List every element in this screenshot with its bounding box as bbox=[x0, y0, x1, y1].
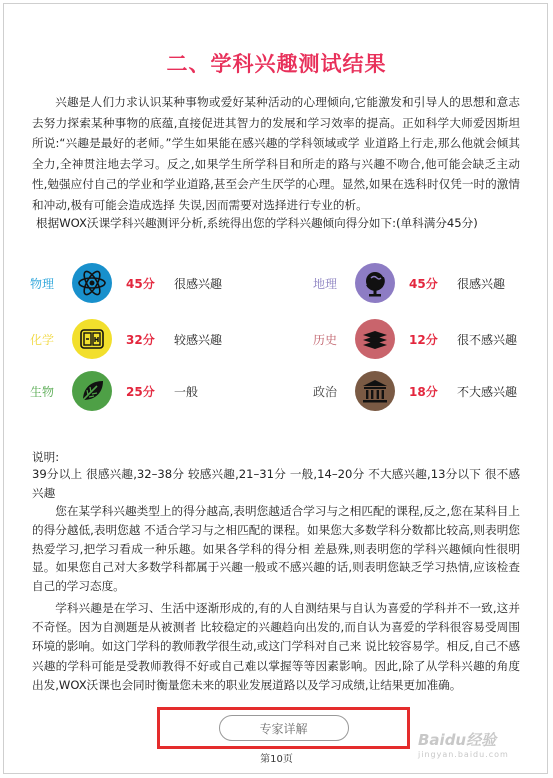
subject-level: 不大感兴趣 bbox=[457, 384, 518, 399]
note-paragraph-2: 学科兴趣是在学习、生活中逐渐形成的,有的人自测结果与自认为喜爱的学科并不一致,这并不奇怪。因为自测题是从被测者 比较稳定的兴趣趋向出发的,而自认为喜爱的学科很容易受周围环境的影响。如这门学科的教师教学很生动,或这门学科对自己来 说比较容易学。相反,自己不感兴趣的学科可能是受教师教得不好或自己难以掌握等等因素影响。因此,除了从学科兴趣的角度出发,WOX沃课也会同时衡量您未来的职业发展道路以及学习成绩,让结果更加准确。 bbox=[32, 601, 520, 692]
atom-icon bbox=[72, 263, 112, 303]
note-paragraph-1: 您在某学科兴趣类型上的得分越高,表明您越适合学习与之相匹配的课程,反之,您在某科目上的得分越低,表明您越 不适合学习与之相匹配的课程。如果您大多数学科分数都比较高,则表明您热爱学习,把学习看成一种乐趣。如果各学科的得分相 差悬殊,则表明您的学科兴趣倾向性很明显。如果您自己对大多数学科都属于兴趣一般或不感兴趣的话,则表明您缺乏学习热情,应该检查自己的学习态度。 bbox=[32, 504, 520, 594]
globe-icon bbox=[355, 263, 395, 303]
subject-level: 很不感兴趣 bbox=[457, 332, 518, 347]
subject-score: 12分 bbox=[409, 332, 438, 347]
subject-name: 历史 bbox=[313, 332, 338, 347]
subject-name: 化学 bbox=[30, 332, 55, 347]
note-label: 说明: bbox=[32, 450, 60, 464]
subject-level: 很感兴趣 bbox=[174, 276, 223, 291]
subject-row-chemistry bbox=[30, 319, 222, 359]
subject-row-physics bbox=[30, 263, 222, 303]
building-icon bbox=[355, 371, 395, 411]
subject-level: 较感兴趣 bbox=[174, 332, 223, 347]
subject-level: 很感兴趣 bbox=[457, 276, 506, 291]
page-number: 第10页 bbox=[260, 754, 293, 765]
subject-score: 18分 bbox=[409, 384, 438, 399]
watermark-subtext: jingyan.baidu.com bbox=[418, 750, 509, 759]
books-icon bbox=[355, 319, 395, 359]
subject-score: 45分 bbox=[126, 276, 155, 291]
note-scale: 39分以上 很感兴趣,32–38分 较感兴趣,21–31分 一般,14–20分 不大感兴趣,13分以下 很不感兴趣 bbox=[32, 467, 520, 500]
flask-icon bbox=[72, 319, 112, 359]
subject-row-geography bbox=[313, 263, 505, 303]
subject-score: 45分 bbox=[409, 276, 438, 291]
leaf-icon bbox=[72, 371, 112, 411]
page-title: 二、学科兴趣测试结果 bbox=[166, 52, 387, 76]
watermark-text: Baidu经验 bbox=[418, 731, 497, 749]
subject-name: 地理 bbox=[313, 276, 338, 291]
subject-row-history bbox=[313, 319, 517, 359]
subject-row-biology bbox=[30, 371, 198, 411]
subject-name: 政治 bbox=[313, 384, 338, 399]
watermark bbox=[418, 729, 509, 759]
expert-detail-button[interactable]: 专家详解 bbox=[219, 715, 349, 741]
subject-level: 一般 bbox=[174, 384, 199, 399]
analysis-text: 根据WOX沃课学科兴趣测评分析,系统得出您的学科兴趣倾向得分如下:(单科满分45分) bbox=[36, 216, 478, 230]
subject-score: 25分 bbox=[126, 384, 155, 399]
subject-row-politics bbox=[313, 371, 517, 411]
highlight-box bbox=[157, 707, 410, 749]
subject-name: 物理 bbox=[30, 276, 55, 291]
subject-name: 生物 bbox=[30, 384, 55, 399]
subject-score: 32分 bbox=[126, 332, 155, 347]
intro-paragraph: 兴趣是人们力求认识某种事物或爱好某种活动的心理倾向,它能激发和引导人的思想和意志去努力探索某种事物的底蕴,直接促进其智力的发展和学习效率的提高。正如科学大师爱因斯坦所说:“兴趣是最好的老师。”学生如果能在感兴趣的学科领域或学 业道路上行走,那么他就会倾其全力,全神贯注地去学习。反之,如果学生所学科目和所走的路与兴趣不吻合,他可能会缺乏主动 性,勉强应付自己的学业和学业道路,甚至会产生厌学的心理。显然,如果在选科时仅凭一时的激情和冲动,极有可能会造成选择 失误,因而需要对选择进行专业的析。 bbox=[32, 95, 520, 212]
